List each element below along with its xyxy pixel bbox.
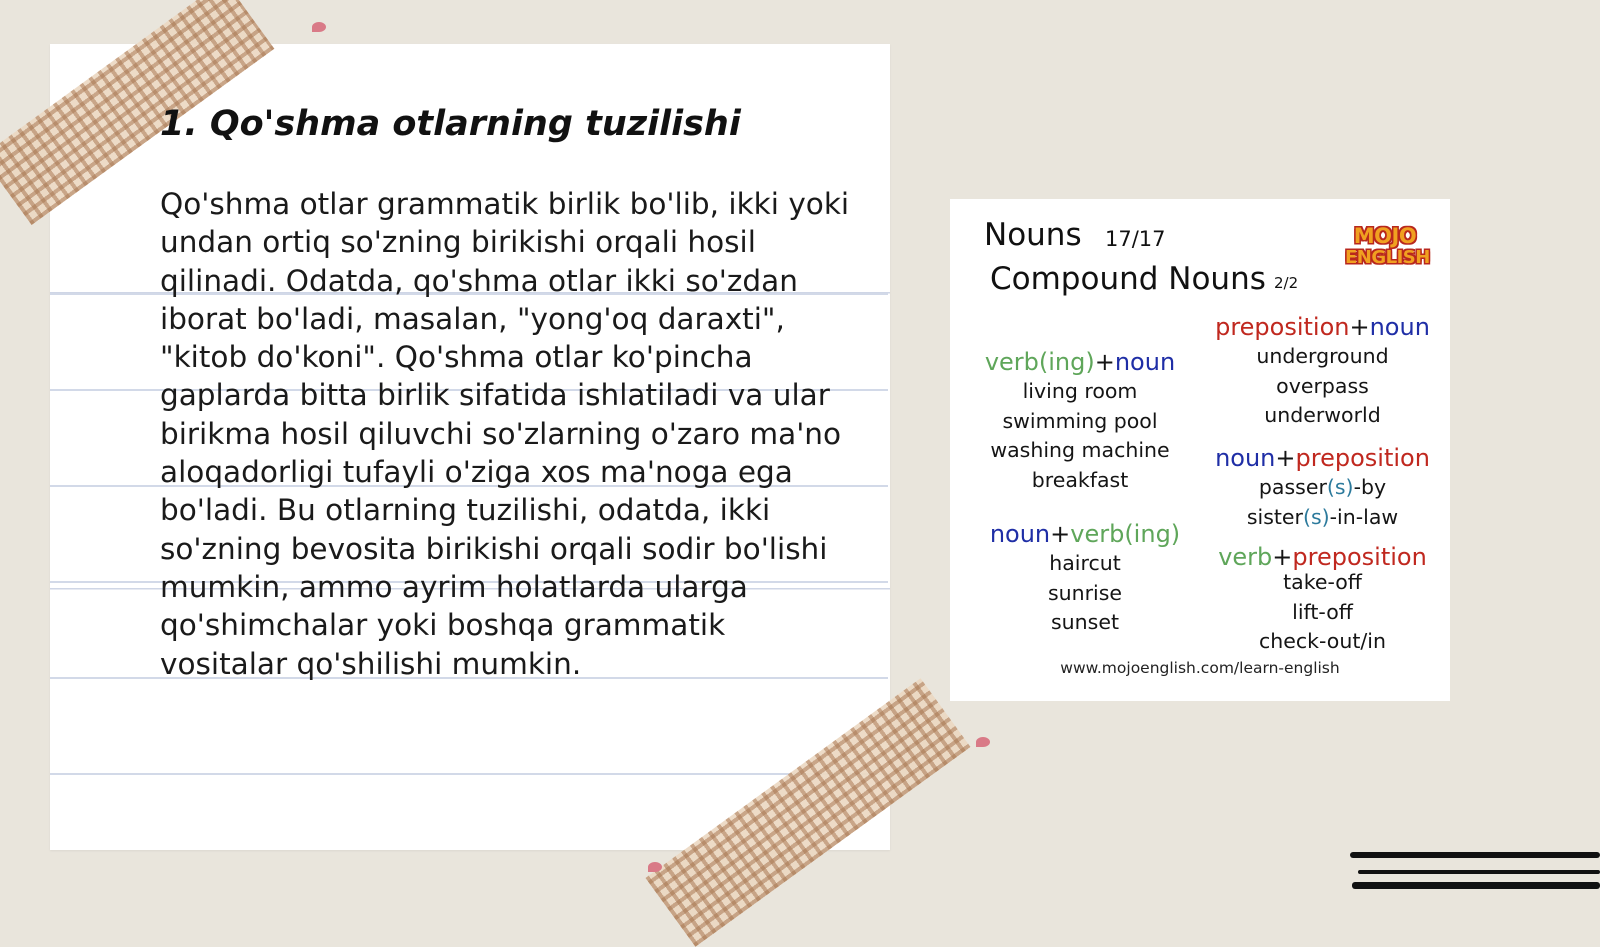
example-word: overpass — [1276, 373, 1369, 398]
example-word: underground — [1256, 344, 1389, 368]
group-header — [950, 347, 1210, 377]
tape-pin-accent — [976, 737, 990, 747]
example-word: sunrise — [1047, 580, 1123, 605]
example-word: lift-off — [1292, 599, 1353, 624]
slide-title: 1. Qo'shma otlarning tuzilishi — [160, 104, 741, 144]
tape-pin-accent — [648, 862, 662, 872]
header-part-preposition: preposition — [1292, 543, 1427, 571]
header-plus: + — [1275, 444, 1296, 472]
example-word: take-off — [1283, 570, 1362, 594]
example-word: breakfast — [1031, 467, 1129, 492]
group-verb-preposition — [1195, 542, 1450, 657]
card-page-number: 2/2 — [1274, 274, 1299, 292]
example-word: washing machine — [990, 438, 1170, 462]
logo-line-1: MOJO — [1353, 224, 1417, 248]
group-noun-preposition — [1195, 443, 1450, 532]
example-word: swimming pool — [1002, 408, 1158, 433]
header-part-verb: verb(ing) — [984, 348, 1095, 376]
card-heading: Nouns — [984, 217, 1082, 253]
mojo-english-logo — [1345, 224, 1430, 271]
slide-body-text: Qo'shma otlar grammatik birlik bo'lib, ikki yoki undan ortiq so'zning birikishi orqali hosil qilinadi. Odatda, qo'shma otlar ikki so'zdan iborat bo'ladi, masalan, "yong'oq daraxti", "kitob do'koni". Qo'shma otlar ko'pincha gaplarda bitta birlik sifatida ishlatiladi va ular birikma hosil qiluvchi so'zlarning o'zaro ma'no aloqadorligi tufayli o'ziga xos ma'noga ega bo'ladi. Bu otlarning tuzilishi, odatda, ikki so'zning bevosita birikishi orqali sodir bo'lishi mumkin, ammo ayrim holatlarda ularga qo'shimchalar yoki boshqa grammatik vositalar qo'shilishi mumkin. — [160, 187, 850, 681]
header-plus: + — [1272, 543, 1293, 571]
word-part: passer — [1258, 475, 1327, 499]
header-part-verb: verb(ing) — [1070, 520, 1181, 548]
example-word — [1195, 473, 1450, 503]
example-word: underworld — [1264, 403, 1381, 427]
header-part-verb: verb — [1218, 543, 1273, 571]
paper-rule-line — [50, 773, 888, 775]
word-plural-marker: (s) — [1326, 475, 1354, 499]
group-verb-noun — [950, 347, 1210, 495]
example-word: living room — [1022, 379, 1138, 403]
group-preposition-noun — [1195, 312, 1450, 431]
word-part: -by — [1353, 475, 1387, 499]
word-part: -in-law — [1329, 504, 1399, 529]
header-part-noun: noun — [989, 520, 1051, 548]
header-plus: + — [1349, 313, 1370, 341]
example-word: sunset — [1051, 610, 1119, 634]
group-header — [955, 519, 1215, 549]
group-noun-verb — [955, 519, 1215, 638]
logo-line-2: ENGLISH — [1345, 247, 1430, 268]
group-header — [1195, 443, 1450, 473]
brush-stroke — [1358, 870, 1600, 874]
brush-stroke — [1352, 882, 1600, 889]
compound-nouns-card — [950, 199, 1450, 701]
example-word — [1195, 503, 1450, 533]
group-header — [1195, 312, 1450, 342]
brush-stroke — [1350, 852, 1600, 858]
header-part-noun: noun — [1114, 348, 1176, 376]
header-part-preposition: preposition — [1215, 313, 1350, 341]
word-part: sister — [1246, 504, 1303, 529]
header-part-preposition: preposition — [1295, 444, 1430, 472]
word-plural-marker: (s) — [1302, 504, 1330, 529]
header-plus: + — [1094, 348, 1115, 376]
tape-pin-accent — [312, 22, 326, 32]
example-word: haircut — [1049, 551, 1121, 575]
card-count: 17/17 — [1105, 227, 1166, 251]
header-plus: + — [1050, 520, 1071, 548]
source-url: www.mojoenglish.com/learn-english — [1060, 659, 1340, 677]
example-word: check-out/in — [1259, 629, 1386, 653]
header-part-noun: noun — [1369, 313, 1430, 341]
header-part-noun: noun — [1215, 444, 1276, 472]
card-subheading: Compound Nouns — [990, 261, 1266, 297]
